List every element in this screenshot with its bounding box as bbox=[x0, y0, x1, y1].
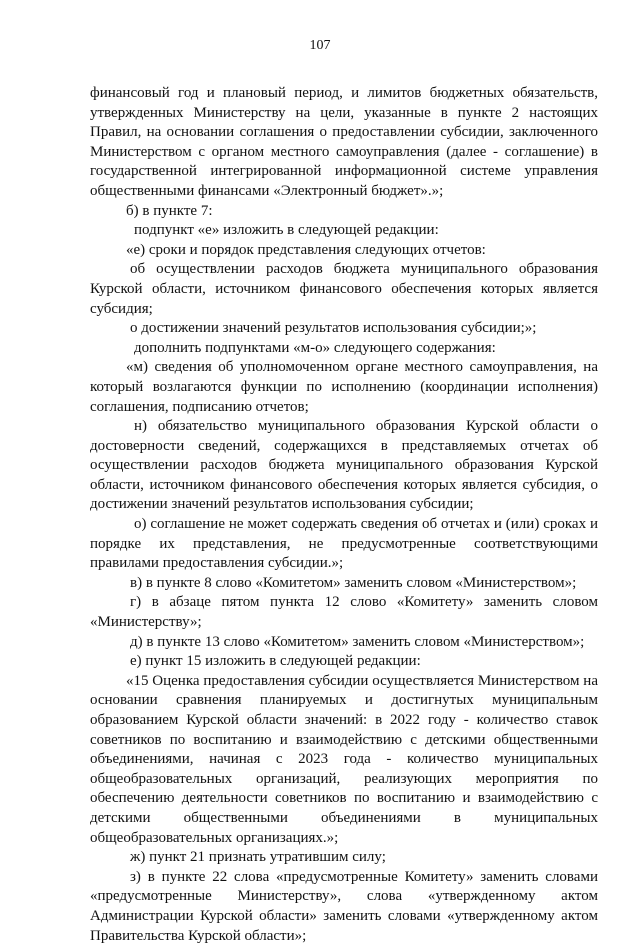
paragraph: д) в пункте 13 слово «Комитетом» заменить словом «Министерством»; bbox=[130, 633, 585, 650]
paragraph: з) в пункте 22 слова «предусмотренные Комитету» заменить словами «предусмотренные Министерству», слова «утвержденному актом Администрации Курской области» заменить словами «утвержденному актом Правительства Курской области»; bbox=[90, 868, 598, 944]
paragraph: б) в пункте 7: bbox=[126, 202, 213, 219]
paragraph: «м) сведения об уполномоченном органе местного самоуправления, на который возлагаются функции по исполнению (координации исполнения) соглашения, подписанию отчетов; bbox=[90, 359, 598, 415]
paragraph: «15 Оценка предоставления субсидии осуществляется Министерством на основании сравнения планируемых и достигнутых муниципальным образованием Курской области значений: в 2022 году - количество ставок советников по воспитанию и взаимодействию с детскими общественными объединениями, начиная с 2023 года - количество муниципальных общеобразовательных организаций, реализующих мероприятия по обеспечению деятельности советников по воспитанию и взаимодействию с детскими общественными объединениями в муниципальных общеобразовательных организациях.»; bbox=[90, 672, 598, 846]
paragraph: об осуществлении расходов бюджета муниципального образования Курской области, источником финансового обеспечения которых является субсидия; bbox=[90, 261, 598, 317]
paragraph: ж) пункт 21 признать утратившим силу; bbox=[130, 849, 386, 866]
paragraph: е) пункт 15 изложить в следующей редакции: bbox=[130, 653, 421, 670]
paragraph: «е) сроки и порядок представления следующих отчетов: bbox=[126, 241, 486, 258]
paragraph: финансовый год и плановый период, и лимитов бюджетных обязательств, утвержденных Министерству на цели, указанные в пункте 2 настоящих Правил, на основании соглашения о предоставлении субсидии, заключенного Министерством с органом местного самоуправления (далее - соглашение) в государственной интегрированной информационной системе управления общественными финансами «Электронный бюджет».»; bbox=[90, 85, 598, 199]
page-number: 107 bbox=[309, 38, 331, 53]
paragraph: в) в пункте 8 слово «Комитетом» заменить словом «Министерством»; bbox=[130, 574, 577, 591]
paragraph: н) обязательство муниципального образования Курской области о достоверности сведений, содержащихся в представляемых отчетах об осуществлении расходов бюджета муниципального образования Курской области, источником финансового обеспечения которых является субсидия, о достижении значений результатов использования субсидии; bbox=[90, 418, 598, 513]
paragraph: дополнить подпунктами «м-о» следующего содержания: bbox=[134, 339, 496, 356]
paragraph: о) соглашение не может содержать сведения об отчетах и (или) сроках и порядке их представления, не предусмотренные соответствующими правилами предоставления субсидии.»; bbox=[90, 516, 598, 572]
paragraph: г) в абзаце пятом пункта 12 слово «Комитету» заменить словом «Министерству»; bbox=[90, 594, 598, 631]
paragraph: подпункт «е» изложить в следующей редакции: bbox=[134, 222, 439, 239]
paragraph: о достижении значений результатов использования субсидии;»; bbox=[130, 320, 537, 337]
document-body bbox=[90, 84, 598, 946]
